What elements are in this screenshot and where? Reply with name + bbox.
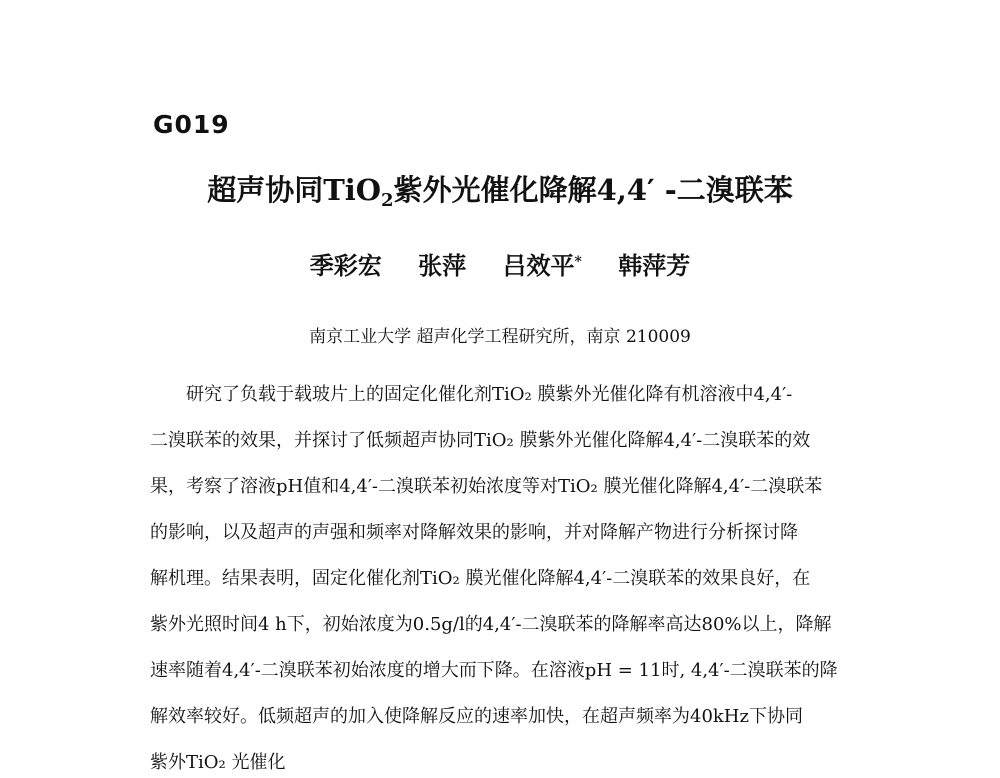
corresponding-mark: * <box>574 254 582 270</box>
abstract-line <box>150 380 890 426</box>
title-part2: 紫外光催化降解4,4′ -二溴联苯 <box>393 173 793 207</box>
author-list <box>0 246 1000 281</box>
author-3 <box>503 251 582 280</box>
abstract-line-text: 研究了负载于载玻片上的固定化催化剂TiO₂ 膜紫外光催化降有机溶液中4,4′- <box>186 384 793 405</box>
abstract-body <box>150 380 890 773</box>
abstract-line-text: 紫外光照时间4 h下，初始浓度为0.5g/l的4,4′-二溴联苯的降解率高达80%以上，降解 <box>150 614 832 635</box>
abstract-line <box>150 702 890 748</box>
author-4: 韩萍芳 <box>618 251 691 280</box>
author-3-name: 吕效平 <box>502 251 575 280</box>
paper-title <box>0 168 1000 211</box>
abstract-line-text: 二溴联苯的效果，并探讨了低频超声协同TiO₂ 膜紫外光催化降解4,4′-二溴联苯的效 <box>150 430 811 451</box>
abstract-line-text: 的影响，以及超声的声强和频率对降解效果的影响，并对降解产物进行分析探讨降 <box>150 522 798 543</box>
abstract-line <box>150 564 890 610</box>
abstract-line-text: 速率随着4,4′-二溴联苯初始浓度的增大而下降。在溶液pH = 11时, 4,4′-二溴联苯的降 <box>150 660 838 681</box>
title-part1: 超声协同TiO <box>207 173 382 207</box>
affiliation: 南京工业大学 超声化学工程研究所，南京 210009 <box>309 327 691 347</box>
paper-code: G019 <box>153 110 230 139</box>
abstract-line-partial <box>150 748 890 773</box>
abstract-line <box>150 610 890 656</box>
abstract-line-text: 解机理。结果表明，固定化催化剂TiO₂ 膜光催化降解4,4′-二溴联苯的效果良好，在 <box>150 568 811 589</box>
author-1: 季彩宏 <box>309 251 382 280</box>
abstract-line <box>150 426 890 472</box>
abstract-line <box>150 518 890 564</box>
abstract-line-text: 果，考察了溶液pH值和4,4′-二溴联苯初始浓度等对TiO₂ 膜光催化降解4,4′-二溴联苯 <box>150 476 823 497</box>
author-2: 张萍 <box>418 251 467 280</box>
abstract-line <box>150 472 890 518</box>
abstract-line-text: 紫外TiO₂ 光催化 <box>150 752 286 773</box>
abstract-line <box>150 656 890 702</box>
title-subscript: 2 <box>381 190 394 211</box>
abstract-line-text: 解效率较好。低频超声的加入使降解反应的速率加快，在超声频率为40kHz下协同 <box>150 706 803 727</box>
